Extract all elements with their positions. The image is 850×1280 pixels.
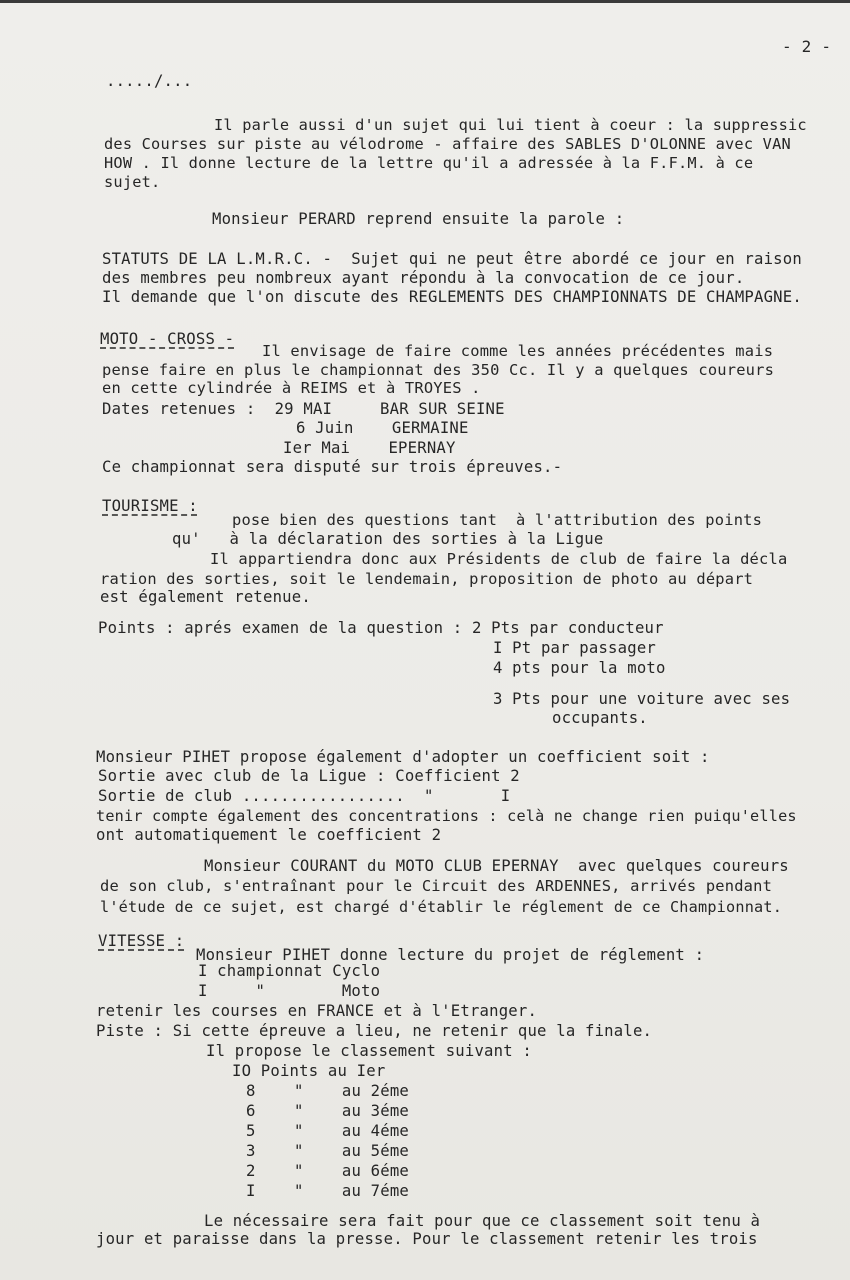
ranking-row: 2 " au 6éme (246, 1162, 409, 1180)
section-heading-vitesse: VITESSE : (98, 932, 185, 950)
text-line: Le nécessaire sera fait pour que ce classement soit tenu à (204, 1212, 761, 1230)
text-line: Il propose le classement suivant : (206, 1042, 532, 1060)
text-line: Il appartiendra donc aux Présidents de club de faire la décla (210, 550, 788, 568)
text-line: Sortie de club ................. " I (98, 787, 511, 805)
ranking-row: 5 " au 4éme (246, 1122, 409, 1140)
text-line: Dates retenues : 29 MAI BAR SUR SEINE (102, 400, 505, 418)
text-line: Il demande que l'on discute des REGLEMENTS DES CHAMPIONNATS DE CHAMPAGNE. (102, 288, 802, 306)
continuation-mark: ...../... (106, 72, 193, 90)
text-line: 6 Juin GERMAINE (296, 419, 469, 437)
text-line: pense faire en plus le championnat des 350 Cc. Il y a quelques coureurs (102, 361, 775, 379)
section-heading-moto-cross: MOTO - CROSS - (100, 330, 235, 348)
text-line: 4 pts pour la moto (493, 659, 666, 677)
text-line: ration des sorties, soit le lendemain, proposition de photo au départ (100, 570, 754, 588)
text-line: qu' à la déclaration des sorties à la Ligue (172, 530, 604, 548)
text-line: sujet. (104, 173, 161, 191)
ranking-row: I " au 7éme (246, 1182, 409, 1200)
text-line: Points : aprés examen de la question : 2 Pts par conducteur (98, 619, 664, 637)
text-line: Il envisage de faire comme les années précédentes mais (262, 342, 774, 360)
text-line: des Courses sur piste au vélodrome - affaire des SABLES D'OLONNE avec VAN (104, 135, 791, 153)
text-line: jour et paraisse dans la presse. Pour le classement retenir les trois (96, 1230, 758, 1248)
text-line: en cette cylindrée à REIMS et à TROYES . (102, 379, 481, 397)
text-line: 3 Pts pour une voiture avec ses (493, 690, 791, 708)
page-top-edge (0, 0, 850, 3)
text-line: des membres peu nombreux ayant répondu à la convocation de ce jour. (102, 269, 745, 287)
text-line: Ce championnat sera disputé sur trois épreuves.- (102, 458, 563, 476)
text-line: l'étude de ce sujet, est chargé d'établir le réglement de ce Championnat. (100, 898, 783, 916)
text-line: occupants. (552, 709, 648, 727)
ranking-row: 3 " au 5éme (246, 1142, 409, 1160)
text-line: I " Moto (198, 982, 381, 1000)
text-line: retenir les courses en FRANCE et à l'Etranger. (96, 1002, 538, 1020)
text-line: I championnat Cyclo (198, 962, 381, 980)
text-line: ont automatiquement le coefficient 2 (96, 826, 442, 844)
section-heading-tourisme: TOURISME : (102, 497, 198, 515)
text-line: Monsieur PIHET donne lecture du projet de réglement : (196, 946, 705, 964)
text-line: est également retenue. (100, 588, 311, 606)
text-line: pose bien des questions tant à l'attribution des points (232, 511, 763, 529)
text-line: HOW . Il donne lecture de la lettre qu'il a adressée à la F.F.M. à ce (104, 154, 754, 172)
ranking-row: 6 " au 3éme (246, 1102, 409, 1120)
text-line: Monsieur COURANT du MOTO CLUB EPERNAY avec quelques coureurs (204, 857, 789, 875)
text-line: Monsieur PERARD reprend ensuite la parole : (212, 210, 625, 228)
ranking-row: 8 " au 2éme (246, 1082, 409, 1100)
text-line: I Pt par passager (493, 639, 656, 657)
text-line: de son club, s'entraînant pour le Circuit des ARDENNES, arrivés pendant (100, 877, 773, 895)
text-line: Sortie avec club de la Ligue : Coefficient 2 (98, 767, 520, 785)
text-line: Ier Mai EPERNAY (283, 439, 456, 457)
section-heading-statuts: STATUTS DE LA L.M.R.C. - Sujet qui ne peut être abordé ce jour en raison (102, 250, 802, 268)
text-line: Monsieur PIHET propose également d'adopter un coefficient soit : (96, 748, 710, 766)
text-line: Piste : Si cette épreuve a lieu, ne retenir que la finale. (96, 1022, 653, 1040)
text-line: Il parle aussi d'un sujet qui lui tient à coeur : la suppressic (214, 116, 807, 134)
ranking-row: IO Points au Ier (232, 1062, 386, 1080)
text-line: tenir compte également des concentrations : celà ne change rien puiqu'elles (96, 807, 797, 825)
page-number: - 2 - (782, 37, 832, 56)
